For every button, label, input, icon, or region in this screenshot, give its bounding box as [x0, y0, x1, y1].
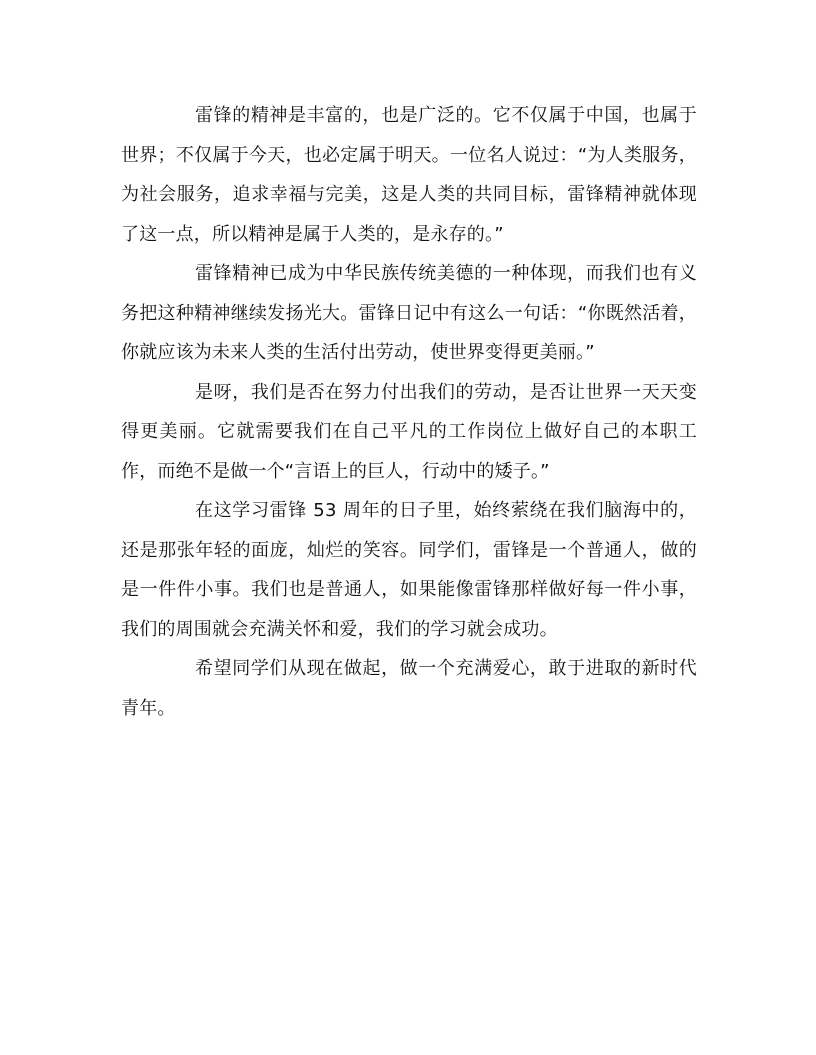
- document-body: [121, 96, 697, 728]
- paragraph: 希望同学们从现在做起，做一个充满爱心，敢于进取的新时代青年。: [121, 658, 697, 719]
- paragraph: 雷锋精神已成为中华民族传统美德的一种体现，而我们也有义务把这种精神继续发扬光大。雷锋日记中有这么一句话：“你既然活着，你就应该为未来人类的生活付出劳动，使世界变得更美丽。”: [121, 263, 697, 363]
- paragraph: 在这学习雷锋 53 周年的日子里，始终萦绕在我们脑海中的，还是那张年轻的面庞，灿烂的笑容。同学们，雷锋是一个普通人，做的是一件件小事。我们也是普通人，如果能像雷锋那样做好每一件小事，我们的周围就会充满关怀和爱，我们的学习就会成功。: [121, 500, 697, 640]
- paragraph: 是呀，我们是否在努力付出我们的劳动，是否让世界一天天变得更美丽。它就需要我们在自己平凡的工作岗位上做好自己的本职工作，而绝不是做一个“言语上的巨人，行动中的矮子。”: [121, 381, 697, 482]
- paragraph: 雷锋的精神是丰富的，也是广泛的。它不仅属于中国，也属于世界；不仅属于今天，也必定属于明天。一位名人说过：“为人类服务，为社会服务，追求幸福与完美，这是人类的共同目标，雷锋精神就体现了这一点，所以精神是属于人类的，是永存的。”: [121, 105, 697, 245]
